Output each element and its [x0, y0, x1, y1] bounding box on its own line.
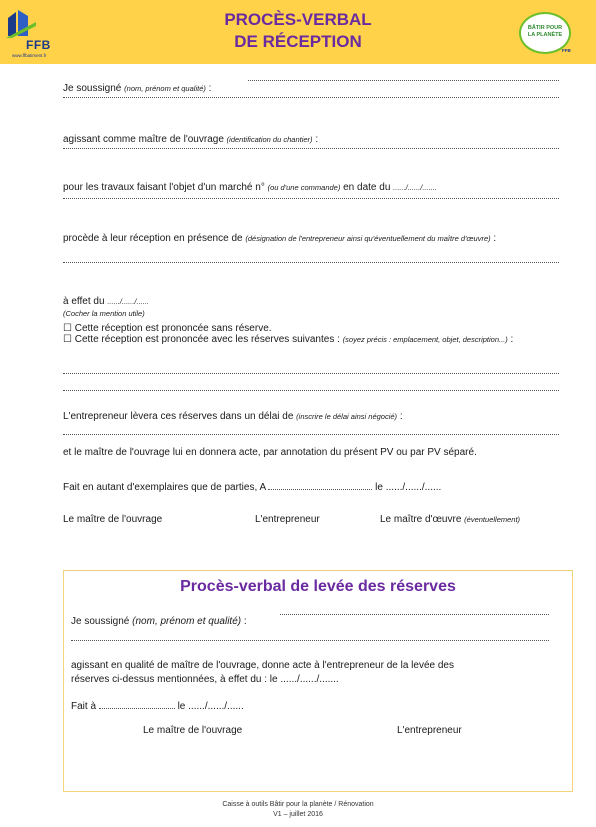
signature-hint: (éventuellement)	[464, 515, 521, 524]
levee-field-fait-a	[71, 700, 244, 713]
option-label: Cette réception est prononcée avec les réserves suivantes :	[74, 334, 340, 345]
ffb-logo-text: FFB	[26, 38, 51, 52]
field-hint: (identification du chantier)	[226, 135, 313, 144]
field-label: Je soussigné	[71, 616, 130, 627]
footer-line2: V1 – juillet 2016	[273, 811, 323, 818]
field-colon: :	[205, 83, 212, 94]
field-label: Fait en autant d'exemplaires que de parties, A	[63, 482, 266, 493]
levee-statement-1: agissant en qualité de maître de l'ouvrage, donne acte à l'entrepreneur de la levée des	[71, 660, 454, 671]
ffb-building-icon	[6, 8, 36, 38]
field-marche	[63, 181, 559, 194]
field-label: procède à leur réception en présence de	[63, 233, 243, 244]
field-colon: :	[490, 233, 497, 244]
field-hint: (nom, prénom et qualité)	[124, 84, 206, 93]
field-hint: (désignation de l'entrepreneur ainsi qu'éventuellement du maître d'œuvre)	[245, 234, 491, 243]
signature-maitre-oeuvre	[380, 514, 520, 525]
ffb-logo	[6, 8, 68, 60]
levee-input-lieu[interactable]	[99, 708, 175, 709]
date-field[interactable]: ....../....../.......	[393, 183, 437, 192]
checkbox-icon[interactable]: ☐	[63, 334, 72, 345]
footer-line1: Caisse à outils Bâtir pour la planète / Rénovation	[222, 801, 374, 808]
field-label-le: le	[375, 482, 383, 493]
bpp-logo-line1: BÂTIR POUR	[527, 25, 563, 31]
field-soussigne	[63, 82, 559, 95]
field-label: Je soussigné	[63, 83, 122, 94]
field-colon: :	[507, 334, 514, 345]
input-soussigne[interactable]	[248, 80, 559, 81]
input-reserves-1[interactable]	[63, 373, 559, 374]
option-hint: (soyez précis : emplacement, objet, description...)	[342, 335, 508, 344]
input-soussigne-2[interactable]	[63, 97, 559, 98]
bpp-logo-line2: LA PLANÈTE	[527, 32, 563, 38]
ffb-logo-url: www.ffbatiment.fr	[12, 53, 47, 58]
input-delai[interactable]	[63, 434, 559, 435]
field-colon: :	[241, 616, 247, 627]
field-label: Fait à	[71, 701, 97, 712]
input-lieu[interactable]	[268, 489, 372, 490]
option-avec-reserves[interactable]	[63, 334, 559, 346]
field-label-le: le	[177, 701, 186, 712]
statement-acte: et le maître de l'ouvrage lui en donnera acte, par annotation du présent PV ou par PV séparé.	[63, 447, 477, 458]
date-field[interactable]: ....../....../......	[385, 482, 442, 493]
checkbox-icon[interactable]: ☐	[63, 323, 72, 334]
field-label: pour les travaux faisant l'objet d'un marché n°	[63, 182, 265, 193]
option-label: Cette réception est prononcée sans réserve.	[74, 323, 272, 334]
field-delai	[63, 410, 559, 423]
header-banner	[0, 0, 596, 64]
bpp-logo-sub: FFB	[562, 48, 571, 53]
input-maitre-ouvrage[interactable]	[63, 148, 559, 149]
batir-pour-la-planete-logo	[516, 10, 574, 58]
field-hint: (inscrire le délai ainsi négocié)	[296, 412, 398, 421]
field-hint: (ou d'une commande)	[267, 183, 341, 192]
input-reception[interactable]	[63, 262, 559, 263]
field-maitre-ouvrage	[63, 133, 559, 146]
date-field[interactable]: ....../....../......	[188, 701, 244, 712]
levee-signature-entrepreneur: L'entrepreneur	[397, 725, 462, 736]
cocher-hint: (Cocher la mention utile)	[63, 309, 145, 318]
field-fait-en-autant	[63, 481, 559, 494]
field-colon: :	[397, 411, 403, 422]
signature-label: Le maître d'œuvre	[380, 514, 462, 525]
levee-input-soussigne-2[interactable]	[71, 640, 549, 641]
field-label: à effet du	[63, 296, 105, 307]
date-field[interactable]: ....../....../......	[107, 297, 149, 306]
input-marche[interactable]	[63, 198, 559, 199]
page-title-line2: DE RÉCEPTION	[234, 32, 362, 51]
field-reception	[63, 233, 559, 244]
input-reserves-2[interactable]	[63, 390, 559, 391]
field-label: agissant comme maître de l'ouvrage	[63, 134, 224, 145]
levee-statement-2: réserves ci-dessus mentionnées, à effet du : le ....../....../.......	[71, 674, 339, 685]
levee-reserves-title: Procès-verbal de levée des réserves	[180, 578, 456, 595]
field-label: L'entrepreneur lèvera ces réserves dans un délai de	[63, 411, 294, 422]
signature-entrepreneur: L'entrepreneur	[255, 514, 320, 525]
levee-signature-maitre-ouvrage: Le maître de l'ouvrage	[143, 725, 243, 736]
levee-input-soussigne[interactable]	[280, 614, 549, 615]
levee-field-soussigne	[71, 615, 247, 628]
field-colon: :	[312, 134, 319, 145]
page-title-line1: PROCÈS-VERBAL	[224, 10, 372, 29]
field-label-date: en date du	[343, 182, 391, 193]
field-hint: (nom, prénom et qualité)	[132, 616, 242, 627]
signature-maitre-ouvrage: Le maître de l'ouvrage	[63, 514, 163, 525]
